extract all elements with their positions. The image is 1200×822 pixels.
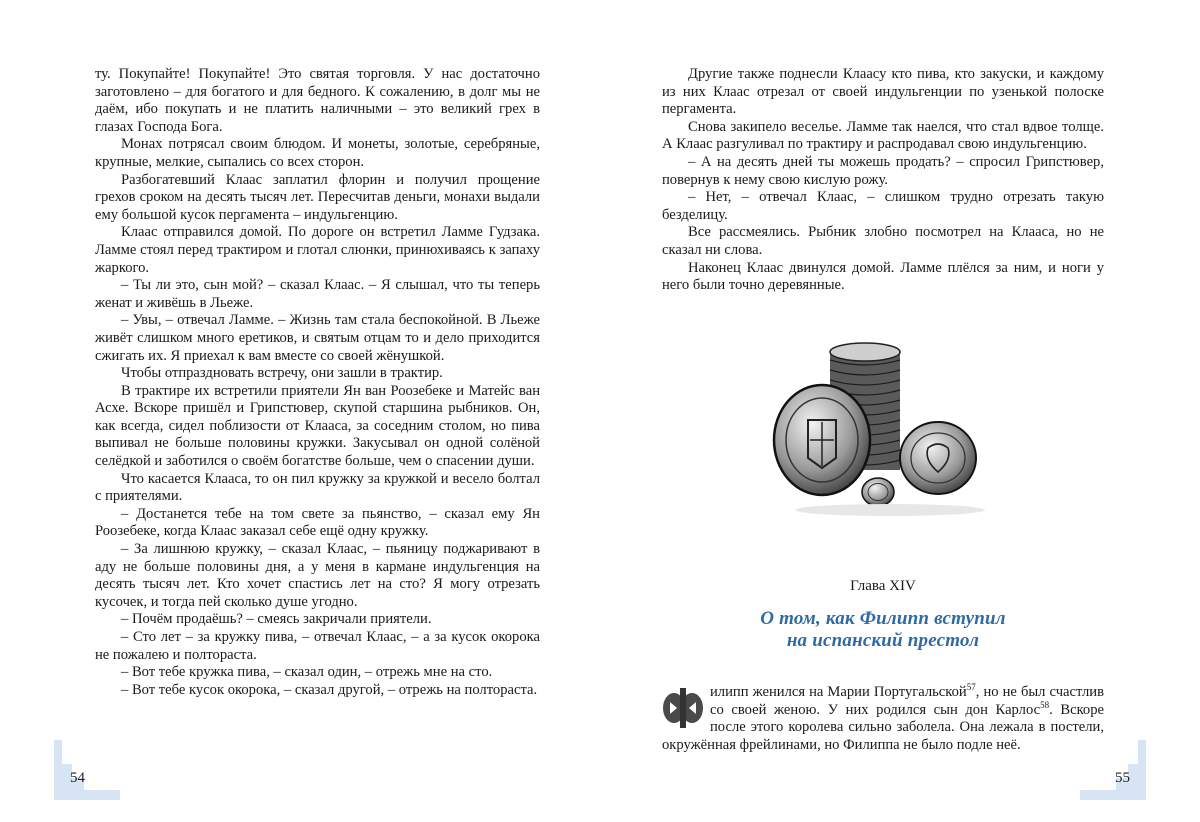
paragraph: Клаас отправился домой. По дороге он встретил Ламме Гудзака. Ламме стоял перед трактиром и глотал слюнки, принюхиваясь к запаху жаркого. — [95, 224, 540, 276]
corner-ornament-icon — [50, 740, 120, 800]
right-page — [600, 0, 1200, 822]
paragraph: – Увы, – отвечал Ламме. – Жизнь там стала беспокойной. В Льеже живёт слишком много еретиков, и святым отцам то и дело приходится сжигать их. Я приехал к вам вместе со своей жёнушкой. — [95, 312, 540, 364]
dropcap-icon — [662, 686, 704, 730]
chapter-title-line1: О том, как Филипп вступил — [760, 608, 1006, 629]
paragraph: – Ты ли это, сын мой? – сказал Клаас. – Я слышал, что ты теперь женат и живёшь в Льеже. — [95, 277, 540, 311]
footnote-ref[interactable]: 58 — [1040, 699, 1050, 710]
chapter-body — [662, 684, 1104, 754]
chapter-body-part1: илипп женился на Марии Португальской — [710, 684, 967, 700]
paragraph: – За лишнюю кружку, – сказал Клаас, – пьяницу поджаривают в аду не больше половины дня, а у меня в кармане индульгенция на десять тысяч лет. Кто хочет спастись лет на сто? Я могу отрезать кусочек, и тогда пей сколько душе угодно. — [95, 541, 540, 610]
paragraph: Наконец Клаас двинулся домой. Ламме плёлся за ним, и ноги у него были точно деревянные. — [662, 259, 1104, 294]
chapter-label: Глава XIV — [850, 578, 916, 594]
paragraph: Другие также поднесли Клаасу кто пива, кто закуски, и каждому из них Клаас отрезал от своей индульгенции по узенькой полоске пергамента. — [662, 66, 1104, 118]
paragraph: Все рассмеялись. Рыбник злобно посмотрел на Клааса, но не сказал ни слова. — [662, 224, 1104, 258]
page-number: 55 — [1115, 770, 1130, 786]
paragraph: Снова закипело веселье. Ламме так наелся, что стал вдвое толще. А Клаас разгуливал по трактиру и распродавал свою индульгенцию. — [662, 118, 1104, 153]
chapter-body-part3: . Вскоре после этого королева сильно заболела. Она лежала в постели, окружённая фрейлинами, но Филиппа не было подле неё. — [662, 701, 1104, 753]
right-page-text — [662, 66, 1104, 295]
paragraph: Разбогатевший Клаас заплатил флорин и получил прощение грехов сроком на десять тысяч лет. Пересчитав деньги, монахи выдали ему большой кусок пергамента – индульгенцию. — [95, 171, 540, 223]
paragraph: – Достанется тебе на том свете за пьянство, – сказал ему Ян Роозебеке, когда Клаас заказал себе ещё одну кружку. — [95, 505, 540, 540]
chapter-title — [662, 608, 1104, 652]
page-number: 54 — [70, 770, 85, 786]
paragraph: – Нет, – отвечал Клаас, – слишком трудно отрезать такую безделицу. — [662, 189, 1104, 223]
paragraph: – А на десять дней ты можешь продать? – спросил Грипстювер, повернув к нему свою кислую рожу. — [662, 153, 1104, 188]
paragraph: – Вот тебе кружка пива, – сказал один, – отрежь мне на сто. — [121, 664, 493, 681]
paragraph: Чтобы отпраздновать встречу, они зашли в трактир. — [121, 365, 443, 382]
paragraph: – Вот тебе кусок окорока, – сказал другой, – отрежь на полтораста. — [121, 681, 538, 698]
paragraph: – Сто лет – за кружку пива, – отвечал Клаас, – а за кусок окорока не пожалею и полтораста. — [95, 629, 540, 663]
left-page-text — [95, 66, 540, 699]
chapter-body-part2: , но не был счастлив со своей женою. У них родился сын дон Карлос — [710, 684, 1104, 718]
coins-illustration — [760, 340, 1000, 520]
paragraph: В трактире их встретили приятели Ян ван Роозебеке и Матейс ван Асхе. Вскоре пришёл и Грипстювер, скупой старшина рыбников. Он, как всегда, сидел поблизости от Клааса, за соседним столом, но пива выпивал не больше половины кружки. Закусывал он одной солёной селёдкой и заботился о своём богатстве больше, чем о спасении души. — [95, 382, 540, 470]
paragraph: – Почём продаёшь? – смеясь закричали приятели. — [121, 611, 432, 628]
paragraph: ту. Покупайте! Покупайте! Это святая торговля. У нас достаточно заготовлено – для богатого и для бедного. К сожалению, в долг мы не даём, ибо покупать и не платить наличными – это великий грех в глазах Господа Бога. — [95, 66, 540, 135]
chapter-title-line2: на испанский престол — [786, 630, 980, 651]
paragraph: Что касается Клааса, то он пил кружку за кружкой и весело болтал с приятелями. — [95, 470, 540, 505]
paragraph: Монах потрясал своим блюдом. И монеты, золотые, серебряные, крупные, мелкие, сыпались со всех сторон. — [95, 136, 540, 170]
footnote-ref[interactable]: 57 — [966, 682, 976, 693]
